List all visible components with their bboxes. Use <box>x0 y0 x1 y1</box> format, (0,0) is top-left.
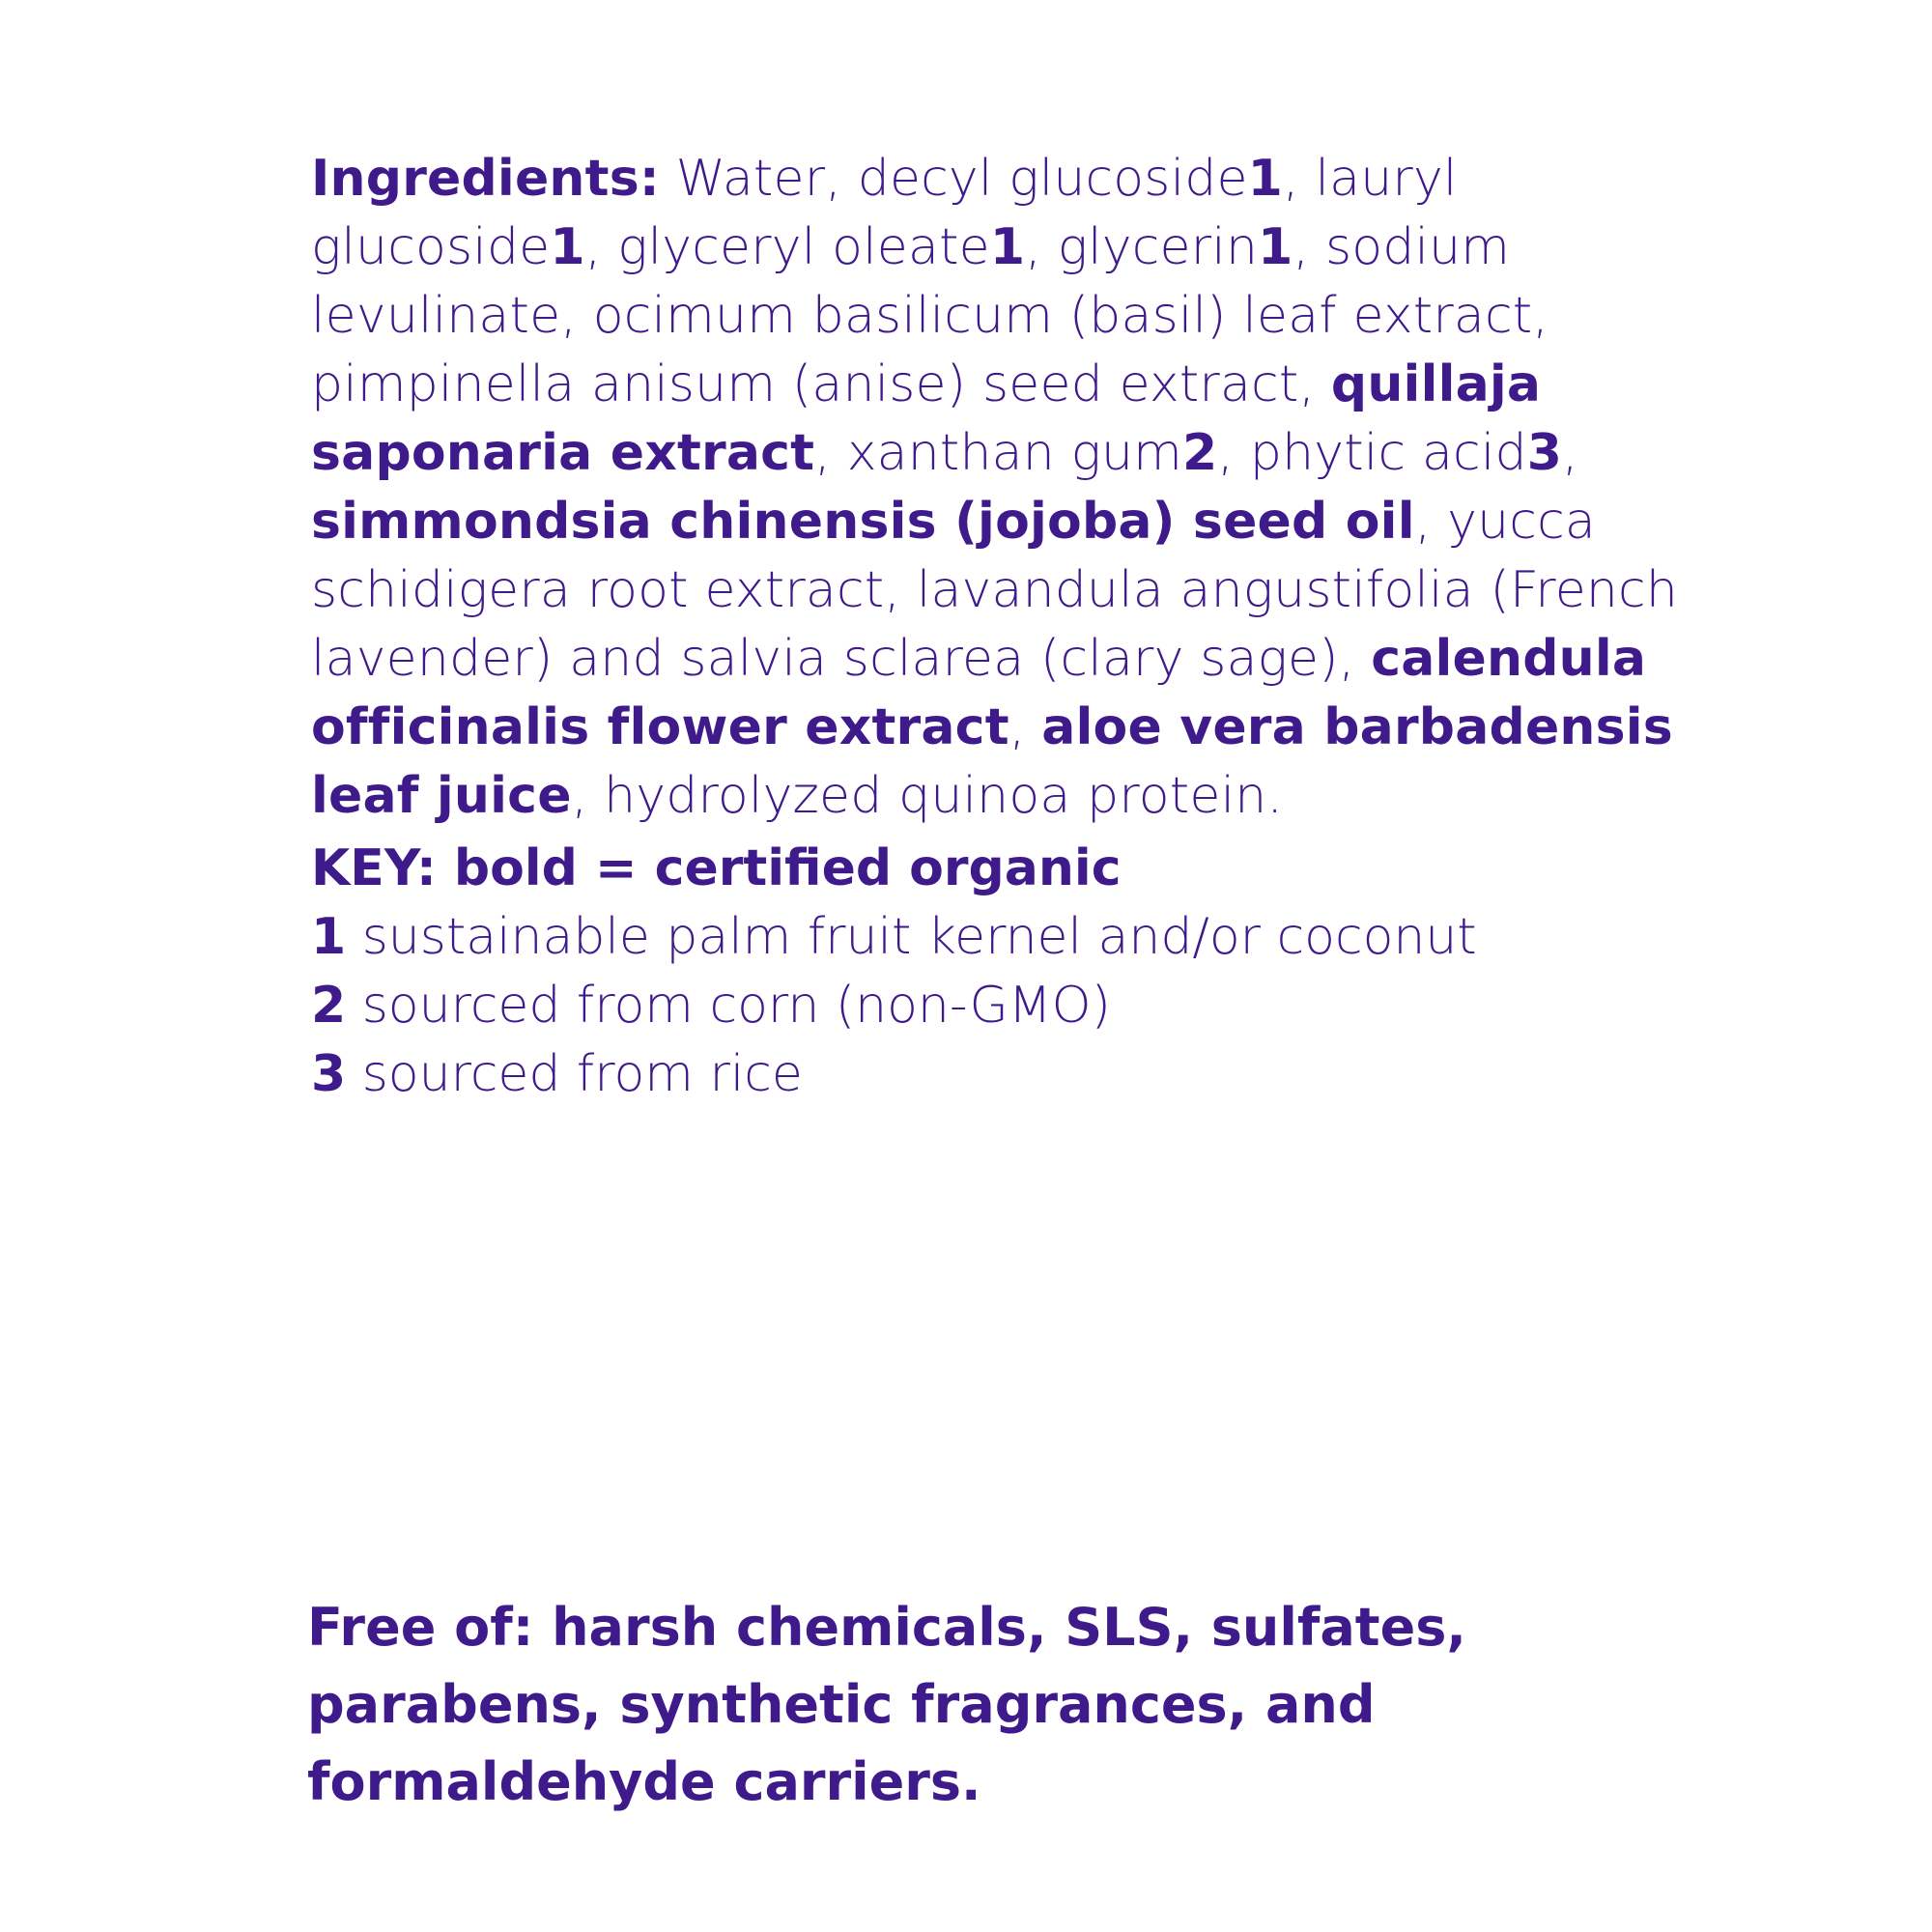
ingredients-text: , sodium levulinate, ocimum basilicum (basil) leaf extract, pimpinella anisum (anise) seed extract, <box>311 218 1549 413</box>
key-item <box>311 903 1663 972</box>
key-text: sustainable palm fruit kernel and/or coconut <box>346 908 1477 966</box>
ingredients-label: Ingredients: <box>311 150 660 208</box>
key-item <box>311 972 1663 1040</box>
key-text: sourced from corn (non-GMO) <box>346 977 1111 1035</box>
organic-ingredient: calendula officinalis flower extract <box>311 630 1647 756</box>
ingredients-paragraph <box>311 145 1692 831</box>
organic-ingredient: quillaja saponaria extract <box>311 355 1542 482</box>
ingredients-text: , <box>1009 698 1042 756</box>
ingredients-text: , glycerin <box>1025 218 1259 276</box>
ingredients-text: Water, decyl glucoside <box>659 150 1248 208</box>
ingredients-text: , glyceryl oleate <box>584 218 990 276</box>
key-section <box>311 835 1663 1109</box>
footnote-marker: 2 <box>1182 424 1218 482</box>
footnote-marker: 1 <box>1247 150 1284 208</box>
free-of-statement: Free of: harsh chemicals, SLS, sulfates, parabens, synthetic fragrances, and formaldehyde carriers. <box>307 1597 1466 1812</box>
organic-ingredient: aloe vera barbadensis leaf juice <box>311 698 1673 825</box>
ingredients-text: , lauryl glucoside <box>311 150 1458 276</box>
footnote-marker: 1 <box>1258 218 1293 276</box>
organic-ingredient: simmondsia chinensis (jojoba) seed oil <box>311 493 1415 551</box>
key-title: KEY: bold = certified organic <box>311 839 1122 897</box>
key-number: 1 <box>311 908 347 966</box>
key-number: 3 <box>311 1045 347 1103</box>
ingredients-text: , yucca schidigera root extract, lavandula angustifolia (French lavender) and salvia sclarea (clary sage), <box>311 493 1678 688</box>
ingredients-text: , xanthan gum <box>814 424 1183 482</box>
footnote-marker: 1 <box>989 218 1026 276</box>
key-number: 2 <box>311 977 347 1035</box>
key-item <box>311 1040 1663 1109</box>
ingredients-text: , <box>1562 424 1578 482</box>
key-text: sourced from rice <box>346 1045 803 1103</box>
footnote-marker: 1 <box>550 218 585 276</box>
footnote-marker: 3 <box>1526 424 1563 482</box>
ingredients-text: , hydrolyzed quinoa protein. <box>571 767 1284 825</box>
ingredients-text: , phytic acid <box>1217 424 1527 482</box>
